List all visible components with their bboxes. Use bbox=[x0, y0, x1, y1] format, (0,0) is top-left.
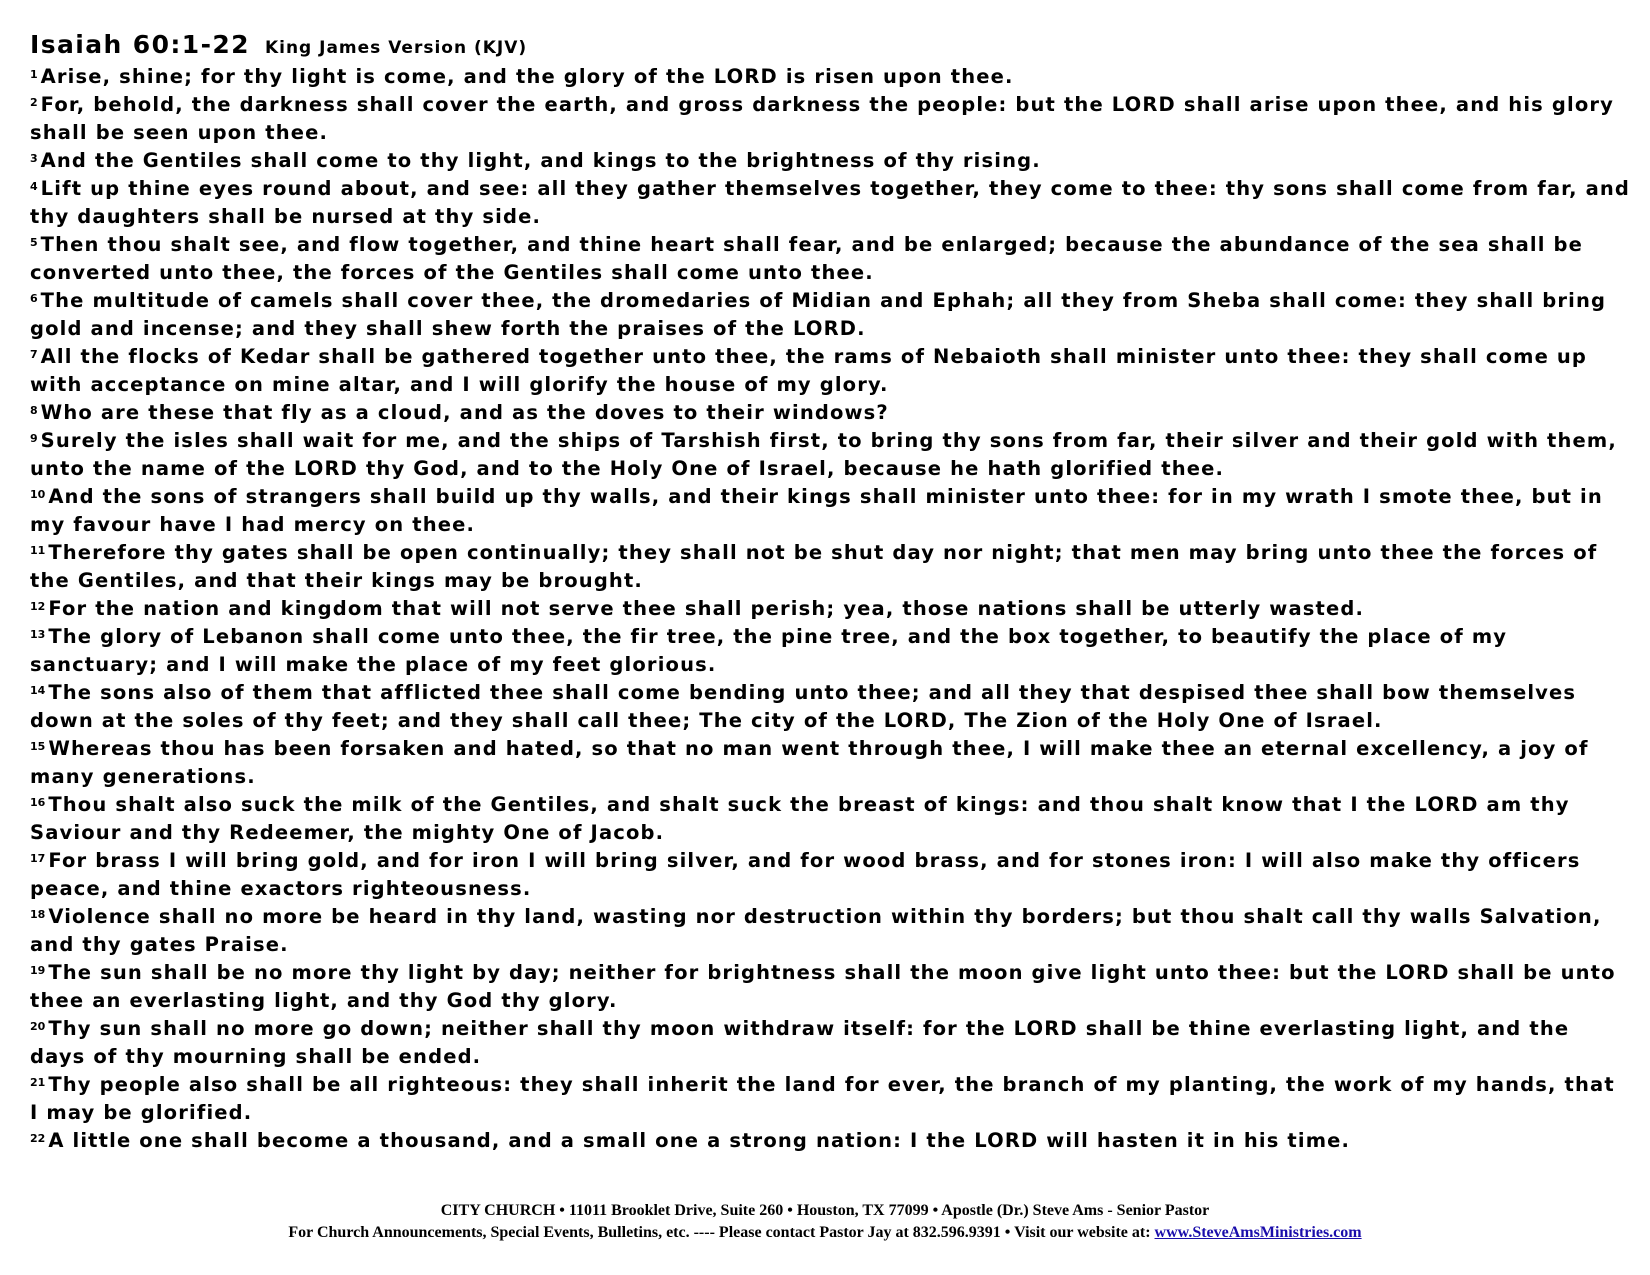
verse-text: Lift up thine eyes round about, and see: all they gather themselves together, they come to thee: thy sons shall come from far, and thy daughters shall be nursed at thy side. bbox=[30, 177, 1631, 228]
verse-text: Thy sun shall no more go down; neither shall thy moon withdraw itself: for the LORD shall be thine everlasting light, and the days of thy mourning shall be ended. bbox=[30, 1017, 1570, 1068]
verse-text: Thy people also shall be all righteous: they shall inherit the land for ever, the branch of my planting, the work of my hands, that I may be glorified. bbox=[30, 1073, 1615, 1124]
verse-list bbox=[30, 63, 1630, 1155]
verse-number: 4 bbox=[30, 180, 38, 193]
verse bbox=[30, 679, 1630, 735]
verse-text: Then thou shalt see, and flow together, and thine heart shall fear, and be enlarged; because the abundance of the sea shall be converted unto thee, the forces of the Gentiles shall come unto thee. bbox=[30, 233, 1584, 284]
verse-number: 3 bbox=[30, 152, 38, 165]
verse bbox=[30, 147, 1630, 175]
verse bbox=[30, 959, 1630, 1015]
verse bbox=[30, 343, 1630, 399]
verse-text: And the Gentiles shall come to thy light, and kings to the brightness of thy rising. bbox=[40, 149, 1041, 172]
verse-text: The sons also of them that afflicted thee shall come bending unto thee; and all they that despised thee shall bow themselves down at the soles of thy feet; and they shall call thee; The city of the LORD, The Zion of the Holy One of Israel. bbox=[30, 681, 1577, 732]
verse-number: 6 bbox=[30, 292, 38, 305]
verse bbox=[30, 595, 1630, 623]
verse-text: All the flocks of Kedar shall be gathered together unto thee, the rams of Nebaioth shall minister unto thee: they shall come up with acceptance on mine altar, and I will glorify the house of my glory. bbox=[30, 345, 1588, 396]
verse-number: 14 bbox=[30, 684, 46, 697]
verse-number: 22 bbox=[30, 1132, 46, 1145]
verse bbox=[30, 735, 1630, 791]
verse-text: Who are these that fly as a cloud, and as the doves to their windows? bbox=[40, 401, 889, 424]
verse-text: Whereas thou has been forsaken and hated, so that no man went through thee, I will make thee an eternal excellency, a joy of many generations. bbox=[30, 737, 1589, 788]
verse bbox=[30, 791, 1630, 847]
footer-church-info: CITY CHURCH • 11011 Brooklet Drive, Suite 260 • Houston, TX 77099 • Apostle (Dr.) Steve Ams - Senior Pastor bbox=[440, 1202, 1210, 1219]
verse bbox=[30, 63, 1630, 91]
verse-text: Surely the isles shall wait for me, and the ships of Tarshish first, to bring thy sons from far, their silver and their gold with them, unto the name of the LORD thy God, and to the Holy One of Israel, because he hath glorified thee. bbox=[30, 429, 1617, 480]
footer-contact-text: For Church Announcements, Special Events, Bulletins, etc. ---- Please contact Pastor Jay at 832.596.9391 • Visit our website at: bbox=[288, 1224, 1151, 1241]
verse-number: 12 bbox=[30, 600, 46, 613]
verse-text: The sun shall be no more thy light by day; neither for brightness shall the moon give light unto thee: but the LORD shall be unto thee an everlasting light, and thy God thy glory. bbox=[30, 961, 1616, 1012]
bible-version: King James Version (KJV) bbox=[264, 38, 528, 58]
verse bbox=[30, 1015, 1630, 1071]
verse-number: 7 bbox=[30, 348, 38, 361]
verse-number: 5 bbox=[30, 236, 38, 249]
verse-text: Therefore thy gates shall be open continually; they shall not be shut day nor night; that men may bring unto thee the forces of the Gentiles, and that their kings may be brought. bbox=[30, 541, 1598, 592]
passage-reference: Isaiah 60:1-22 bbox=[30, 30, 250, 59]
verse-text: Arise, shine; for thy light is come, and the glory of the LORD is risen upon thee. bbox=[40, 65, 1014, 88]
verse bbox=[30, 539, 1630, 595]
verse-number: 15 bbox=[30, 740, 46, 753]
verse-number: 1 bbox=[30, 68, 38, 81]
verse-number: 8 bbox=[30, 404, 38, 417]
verse-text: The glory of Lebanon shall come unto thee, the fir tree, the pine tree, and the box together, to beautify the place of my sanctuary; and I will make the place of my feet glorious. bbox=[30, 625, 1508, 676]
verse-number: 21 bbox=[30, 1076, 46, 1089]
verse-number: 11 bbox=[30, 544, 46, 557]
verse bbox=[30, 427, 1630, 483]
verse bbox=[30, 847, 1630, 903]
verse-number: 13 bbox=[30, 628, 46, 641]
verse bbox=[30, 903, 1630, 959]
verse-number: 10 bbox=[30, 488, 46, 501]
verse-number: 18 bbox=[30, 908, 46, 921]
verse-text: The multitude of camels shall cover thee, the dromedaries of Midian and Ephah; all they from Sheba shall come: they shall bring gold and incense; and they shall shew forth the praises of the LORD. bbox=[30, 289, 1607, 340]
verse-number: 9 bbox=[30, 432, 38, 445]
verse-text: Thou shalt also suck the milk of the Gentiles, and shalt suck the breast of kings: and thou shalt know that I the LORD am thy Saviour and thy Redeemer, the mighty One of Jacob. bbox=[30, 793, 1570, 844]
footer bbox=[0, 1200, 1650, 1244]
verse-text: A little one shall become a thousand, and a small one a strong nation: I the LORD will hasten it in his time. bbox=[48, 1129, 1351, 1152]
verse-number: 17 bbox=[30, 852, 46, 865]
document-page bbox=[30, 30, 1630, 1155]
verse-text: For, behold, the darkness shall cover the earth, and gross darkness the people: but the LORD shall arise upon thee, and his glory shall be seen upon thee. bbox=[30, 93, 1614, 144]
website-link[interactable]: www.SteveAmsMinistries.com bbox=[1154, 1224, 1362, 1241]
verse bbox=[30, 1127, 1630, 1155]
passage-heading bbox=[30, 30, 1630, 63]
verse-text: For brass I will bring gold, and for iron I will bring silver, and for wood brass, and for stones iron: I will also make thy officers peace, and thine exactors righteousness. bbox=[30, 849, 1581, 900]
verse-number: 16 bbox=[30, 796, 46, 809]
verse bbox=[30, 231, 1630, 287]
verse-number: 2 bbox=[30, 96, 38, 109]
verse bbox=[30, 483, 1630, 539]
verse-text: For the nation and kingdom that will not serve thee shall perish; yea, those nations shall be utterly wasted. bbox=[48, 597, 1365, 620]
verse bbox=[30, 399, 1630, 427]
verse bbox=[30, 287, 1630, 343]
verse-text: And the sons of strangers shall build up thy walls, and their kings shall minister unto thee: for in my wrath I smote thee, but in my favour have I had mercy on thee. bbox=[30, 485, 1603, 536]
verse bbox=[30, 175, 1630, 231]
verse-number: 19 bbox=[30, 964, 46, 977]
verse bbox=[30, 91, 1630, 147]
footer-contact-line bbox=[0, 1222, 1650, 1244]
verse bbox=[30, 623, 1630, 679]
verse-text: Violence shall no more be heard in thy land, wasting nor destruction within thy borders; but thou shalt call thy walls Salvation, and thy gates Praise. bbox=[30, 905, 1602, 956]
verse bbox=[30, 1071, 1630, 1127]
verse-number: 20 bbox=[30, 1020, 46, 1033]
